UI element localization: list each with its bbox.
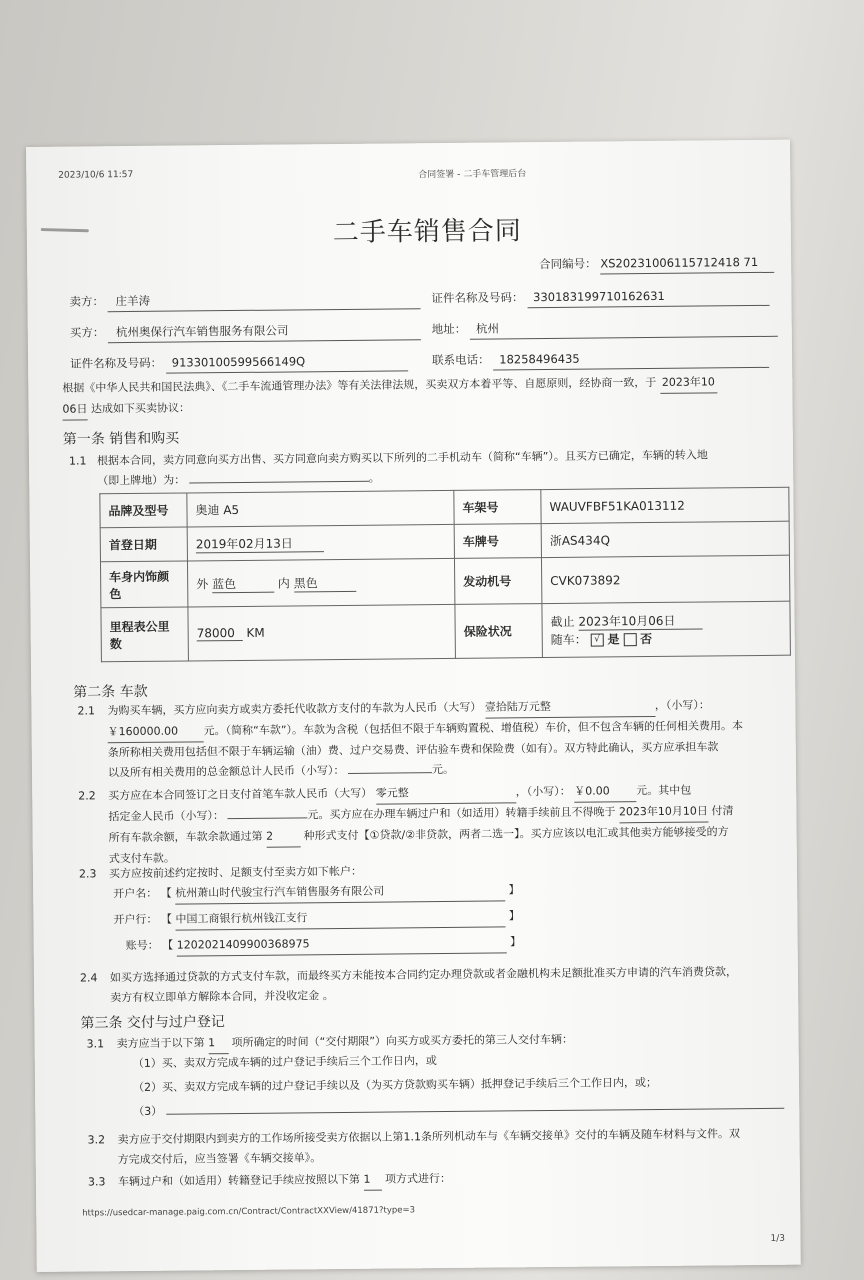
insurance-cell: [542, 601, 791, 657]
ext-color: 蓝色: [212, 574, 274, 593]
section-2-heading: 第二条 车款: [73, 683, 148, 701]
insurance-date: 2023年10月06日: [578, 612, 702, 631]
clause-2-4-no: 2.4: [79, 971, 98, 985]
buyer-row: [70, 319, 421, 343]
page-number: 1/3: [770, 1233, 786, 1244]
intro-date-a: 2023年10: [660, 372, 717, 394]
c21-text-e: 以及所有相关费用的总金额总计人民币（小写）：: [107, 763, 345, 780]
footer-url: https://usedcar-manage.paig.com.cn/Contract/ContractXXView/41871?type=3: [82, 1205, 416, 1219]
c22-option: 2: [266, 826, 300, 847]
c31-option-2: （2）买、卖双方完成车辆的过户登记手续以及（为买方贷款购买车辆）抵押登记手续后三个工作日内，或；: [132, 1075, 658, 1095]
address-value: 杭州: [470, 316, 778, 340]
bracket-left: 【: [160, 912, 172, 926]
mileage-label: 里程表公里数: [101, 607, 189, 662]
clause-2-3-text: 买方应按前述约定按时、足额支付至卖方如下帐户：: [108, 864, 363, 881]
account-name-row: [113, 880, 520, 905]
clause-3-1: [117, 1028, 797, 1056]
insurance-follow-label: 随车：: [550, 632, 587, 647]
color-label: 车身内饰颜色: [100, 561, 187, 608]
contract-page: [26, 140, 801, 1272]
destination-blank: [189, 481, 369, 484]
intro-text: 根据《中华人民共和国民法典》、《二手车流通管理办法》等有关法律法规，买卖双方本着平等、自愿原则，经协商一致，于: [62, 375, 657, 395]
c21-text-f: 元。: [431, 762, 455, 777]
c22-text-a: 买方应在本合同签订之日支付首笔车款人民币（大写）: [108, 786, 373, 803]
c24-text-a: 如买方选择通过贷款的方式支付车款，而最终买方未能按本合同约定办理贷款或者金融机构未足额批准买方申请的汽车消费贷款，: [109, 965, 738, 985]
bracket-right: 】: [508, 883, 520, 897]
c22-text-g: 所有车款余额，车款余款通过第: [108, 829, 263, 845]
seller-row: [69, 288, 420, 312]
phone-row: [432, 347, 769, 371]
account-no-row: [126, 932, 522, 957]
bank-label: 开户行：: [113, 912, 158, 927]
c22-amount-upper: 零元整: [376, 782, 516, 804]
clause-1-1-no: 1.1: [68, 454, 87, 468]
clause-1-1: [97, 445, 797, 492]
c33-text-b: 项方式进行：: [384, 1171, 451, 1186]
engine-value: CVK073892: [541, 555, 789, 603]
no-label: 否: [640, 632, 653, 647]
buyer-label: 买方：: [69, 325, 105, 340]
c31-text-b: 项所确定的时间（“交付期限”）向买方或买方委托的第三人交付车辆：: [231, 1032, 574, 1050]
contract-no: [539, 252, 774, 275]
clause-2-1: [107, 695, 798, 784]
yes-checkbox[interactable]: √: [591, 633, 604, 646]
clause-2-3-no: 2.3: [78, 867, 97, 881]
mileage-value: 78000: [197, 626, 243, 641]
clause-1-1-text2: （即上牌地）为：: [97, 473, 186, 488]
engine-label: 发动机号: [454, 558, 541, 605]
c33-option: 1: [363, 1170, 381, 1191]
plate-value: 浙AS434Q: [541, 521, 789, 557]
bracket-right: 】: [508, 909, 520, 923]
c22-text-c: 元。其中包: [636, 783, 692, 798]
c22-text-f: 付清: [711, 804, 734, 818]
clause-1-1-end: 。: [368, 471, 380, 485]
color-cell: [187, 558, 454, 607]
intro-text-end: 达成如下买卖协议：: [90, 401, 191, 416]
clause-1-1-text: 根据本合同，卖方同意向买方出售、买方同意向卖方购买以下所列的二手机动车（简称“车辆”）。且买方已确定，车辆的转入地: [96, 448, 708, 468]
c31-option-1: （1）买、卖双方完成车辆的过户登记手续后三个工作日内，或: [132, 1054, 437, 1071]
bank-value: 中国工商银行杭州钱江支行: [175, 906, 505, 930]
clause-3-1-no: 3.1: [86, 1037, 105, 1051]
clause-2-2-no: 2.2: [78, 789, 96, 803]
clause-3-2-no: 3.2: [87, 1133, 106, 1147]
c22-text-b: ，（小写）：: [515, 784, 571, 799]
c31-option-3-label: （3）: [133, 1104, 163, 1119]
mileage-cell: [188, 604, 456, 661]
c22-date: 2023年10月10日: [619, 801, 708, 823]
staple-mark: [41, 228, 89, 232]
no-checkbox[interactable]: [623, 633, 636, 646]
c31-option-3-blank: [166, 1108, 784, 1115]
clause-3-3: [118, 1166, 798, 1194]
account-name-label: 开户名：: [113, 886, 158, 901]
yes-label: 是: [607, 632, 620, 647]
clause-3-3-no: 3.3: [87, 1175, 106, 1189]
address-label: 地址：: [431, 321, 467, 337]
c32-text-b: 方完成交付后，应当签署《车辆交接单》。: [117, 1151, 322, 1167]
c24-text-b: 卖方有权立即单方解除本合同，并没收定金 。: [110, 989, 334, 1005]
bracket-left: 【: [160, 886, 172, 900]
account-no-value: 1202021409900368975: [177, 932, 507, 956]
vehicle-table: [99, 487, 791, 663]
vin-value: WAUVFBF51KA013112: [541, 487, 789, 523]
clause-2-2: [108, 780, 799, 870]
c21-amount-upper: 壹拾陆万元整: [485, 696, 655, 719]
reg-date-cell: [187, 524, 454, 561]
contract-no-label: 合同编号：: [539, 256, 597, 272]
c22-text-d: 括定金人民币（小写）：: [108, 809, 224, 824]
contract-no-value: XS20231006115712418 71: [600, 252, 774, 275]
c22-deposit-blank: [227, 817, 307, 819]
c21-text-d: 条所称相关费用包括但不限于车辆运输（油）费、过户交易费、评估验车费和保险费（如有）。双方特此确认，买方应承担车款: [107, 740, 719, 760]
mileage-unit: KM: [246, 625, 265, 640]
bank-row: [113, 906, 520, 931]
bracket-left: 【: [162, 938, 174, 952]
buyer-id-row: [70, 350, 408, 374]
phone-value: 18258496435: [493, 347, 769, 371]
int-color: 黑色: [294, 573, 356, 592]
print-page-title: 合同签署 - 二手车管理后台: [418, 169, 527, 181]
intro-date-b: 06日: [62, 399, 87, 420]
brand-value: 奥迪 A5: [187, 490, 454, 527]
c22-text-e: 元。买方应在办理车辆过户和（如适用）转籍手续前且不得晚于: [307, 805, 616, 822]
c31-text-a: 卖方应当于以下第: [116, 1036, 205, 1051]
brand-label: 品牌及型号: [100, 493, 187, 528]
c21-text-a: 为购买车辆，买方应向卖方或卖方委托代收款方支付的车款为人民币（大写）: [107, 700, 482, 718]
reg-date-label: 首登日期: [100, 527, 187, 562]
account-no-label: 账号：: [125, 938, 159, 953]
plate-label: 车牌号: [454, 524, 541, 559]
clause-3-2: [117, 1124, 797, 1171]
c21-text-b: ，（小写）：: [654, 698, 710, 712]
buyer-id-label: 证件名称及号码：: [70, 355, 163, 371]
document-title: 二手车销售合同: [332, 216, 522, 249]
c31-option-3: [133, 1096, 784, 1122]
insurance-prefix: 截止: [550, 614, 575, 629]
c22-amount-lower: ￥0.00: [574, 781, 636, 803]
clause-2-4: [110, 962, 800, 1009]
c21-amount-lower: ￥160000.00: [108, 721, 204, 743]
bracket-right: 】: [510, 935, 522, 949]
c21-total-blank: [348, 772, 432, 774]
buyer-id-value: 91330100599566149Q: [166, 350, 408, 373]
seller-id-row: [431, 285, 769, 309]
account-name-value: 杭州萧山时代骏宝行汽车销售服务有限公司: [175, 880, 505, 904]
buyer-name: 杭州奥保行汽车销售服务有限公司: [108, 319, 421, 343]
section-3-heading: 第三条 交付与过户登记: [80, 1014, 225, 1032]
c21-text-c: 元。（简称“车款”）。车款为含税（包括但不限于车辆购置税、增值税）车价，但不包含车辆的任何相关费用。本: [203, 719, 744, 738]
c22-text-h: 种形式支付【①贷款/②非贷款，两者二选一】。买方应该以电汇或其他卖方能够接受的方: [303, 825, 729, 843]
intro-paragraph: [62, 372, 792, 421]
c31-option: 1: [208, 1033, 228, 1054]
clause-2-1-no: 2.1: [77, 704, 95, 718]
print-time: 2023/10/6 11:57: [58, 169, 134, 181]
section-1-heading: 第一条 销售和购买: [62, 430, 180, 448]
seller-label: 卖方：: [69, 294, 105, 309]
ext-prefix: 外: [196, 576, 209, 591]
int-prefix: 内: [277, 575, 290, 591]
phone-label: 联系电话：: [431, 352, 490, 368]
c33-text-a: 车辆过户和（如适用）转籍登记手续应按照以下第: [117, 1172, 360, 1189]
vin-label: 车架号: [454, 490, 541, 525]
seller-id-label: 证件名称及号码：: [431, 290, 524, 306]
insurance-label: 保险状况: [455, 604, 543, 659]
c22-text-i: 式支付车款。: [108, 851, 175, 866]
seller-name: 庄羊涛: [108, 288, 421, 312]
reg-date-value: 2019年02月13日: [196, 534, 324, 553]
address-row: [432, 316, 778, 340]
seller-id-value: 330183199710162631: [527, 285, 769, 308]
c32-text-a: 卖方应于交付期限内到卖方的工作场所接受卖方依据以上第1.1条所列机动车与《车辆交接单》交付的车辆及随车材料与文件。双: [117, 1127, 741, 1147]
